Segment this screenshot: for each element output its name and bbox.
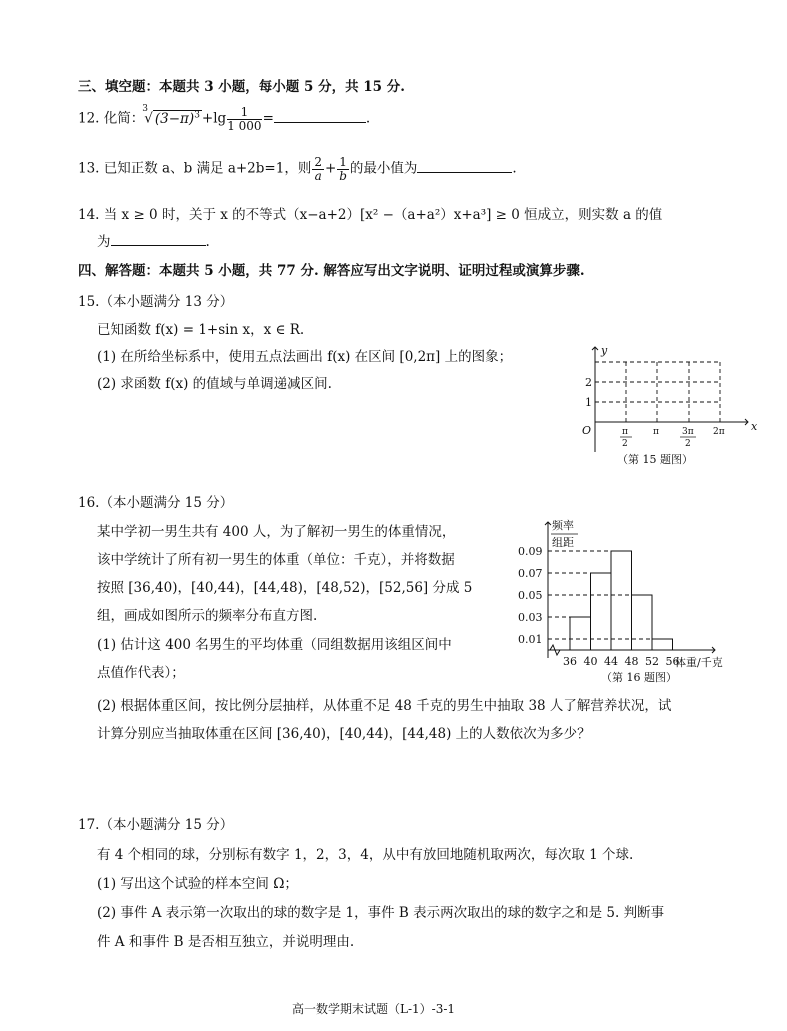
question-12: 12. 化简： 3 √ $(3-\pi)^3 +\lg$ $\frac{1}{1 000}$ = . — [78, 104, 371, 133]
hist-caption: （第 16 题图） — [601, 671, 677, 684]
q15-y-tick-1: 1 — [585, 396, 592, 409]
q12-prefix: 12. 化简： — [78, 110, 145, 127]
hist-x-tick-label: 44 — [604, 655, 618, 668]
q15-intro: 已知函数 f(x) = 1+sin x，x ∈ R. — [97, 322, 305, 338]
q13-f2-num: 1 — [339, 155, 347, 169]
q12-fraction — [227, 106, 261, 132]
q12-frac-num: 1 — [227, 106, 261, 120]
q13-answer-blank[interactable] — [417, 171, 512, 173]
q17-head: 17.（本小题满分 15 分） — [78, 817, 234, 833]
q16-line-5: (1) 估计这 400 名男生的平均体重（同组数据用该组区间中 — [97, 637, 452, 653]
q15-coordinate-figure — [565, 342, 765, 467]
q13-plus: + — [324, 160, 337, 177]
hist-ylabel-num: 频率 — [552, 519, 574, 532]
q17-line-3: (2) 事件 A 表示第一次取出的球的数字是 1，事件 B 表示两次取出的球的数字之和是 5. 判断事 — [97, 905, 665, 921]
q14-line-2: 为 . — [97, 234, 210, 250]
q15-head: 15.（本小题满分 13 分） — [78, 294, 234, 310]
hist-y-tick-label: 0.05 — [518, 589, 543, 602]
hist-xlabel: 体重/千克 — [675, 656, 723, 669]
hist-y-tick-label: 0.09 — [518, 545, 543, 558]
q15-x-tick-2: π — [653, 427, 659, 437]
q12-answer-blank[interactable] — [274, 121, 366, 123]
q13-suffix: 的最小值为 — [349, 160, 418, 177]
q15-figure-caption: （第 15 题图） — [617, 453, 693, 466]
hist-x-tick-label: 48 — [624, 655, 639, 668]
q13-fraction-2 — [337, 156, 349, 182]
hist-x-tick-label: 36 — [563, 655, 577, 668]
q15-origin-label: O — [582, 424, 592, 437]
q15-x-tick-4: 2π — [713, 427, 725, 437]
q15-x-tick-1-num: π — [622, 427, 628, 437]
section-3-title: 三、填空题：本题共 3 小题，每小题 5 分，共 15 分. — [78, 79, 405, 95]
q17-line-2: (1) 写出这个试验的样本空间 Ω； — [97, 876, 298, 892]
hist-bar — [570, 617, 591, 650]
q15-part-2: (2) 求函数 f(x) 的值域与单调递减区间. — [97, 376, 332, 392]
hist-y-tick-label: 0.01 — [518, 633, 543, 646]
q16-line-2: 该中学统计了所有初一男生的体重（单位：千克），并将数据 — [97, 552, 455, 568]
q12-radical: 3 √ $(3-\pi)^3$ — [142, 104, 200, 127]
hist-bar — [652, 639, 673, 650]
q16-line-7: (2) 根据体重区间，按比例分层抽样，从体重不足 48 千克的男生中抽取 38 人了解营养状况，试 — [97, 698, 672, 714]
q15-part-1: (1) 在所给坐标系中，使用五点法画出 f(x) 在区间 [0,2π] 上的图象； — [97, 349, 513, 365]
q16-line-1: 某中学初一男生共有 400 人，为了解初一男生的体重情况， — [97, 524, 456, 540]
hist-y-tick-label: 0.03 — [518, 611, 543, 624]
q17-line-4: 件 A 和事件 B 是否相互独立，并说明理由. — [97, 934, 355, 950]
hist-bar — [591, 573, 612, 650]
q13-prefix: 13. 已知正数 a、b 满足 a+2b=1，则 — [78, 160, 312, 177]
hist-bar — [611, 551, 632, 650]
q12-suffix: = — [262, 110, 274, 127]
q15-grid — [595, 362, 720, 422]
q17-line-1: 有 4 个相同的球，分别标有数字 1，2，3，4，从中有放回地随机取两次，每次取 1 个球. — [97, 847, 634, 863]
q15-x-tick-3-den: 2 — [685, 439, 691, 449]
q16-head: 16.（本小题满分 15 分） — [78, 495, 234, 511]
question-13: 13. 已知正数 a、b 满足 a+2b=1，则 $\frac{2}{a}$ + $\frac{1}{b}$ 的最小值为 . — [78, 155, 517, 183]
q15-y-label: y — [601, 344, 608, 357]
hist-x-tick-label: 52 — [645, 655, 659, 668]
section-4-title: 四、解答题：本题共 5 小题，共 77 分. 解答应写出文字说明、证明过程或演算步骤. — [78, 263, 585, 279]
hist-y-tick-label: 0.07 — [518, 567, 543, 580]
q16-line-8: 计算分别应当抽取体重在区间 [36,40)，[40,44)，[44,48) 上的人数依次为多少？ — [97, 726, 591, 742]
hist-x-tick-label: 40 — [583, 655, 598, 668]
hist-ylabel-den: 组距 — [552, 536, 574, 549]
q16-line-6: 点值作代表）； — [97, 665, 185, 681]
q15-x-tick-1-den: 2 — [622, 439, 628, 449]
q15-x-tick-3-num: 3π — [682, 427, 694, 437]
q16-line-3: 按照 [36,40)，[40,44)，[44,48)，[48,52)，[52,56] 分成 5 — [97, 580, 473, 596]
q13-f2-den: b — [339, 168, 347, 183]
hist-x-tick-label: 56 — [665, 655, 680, 668]
q13-fraction-1 — [312, 156, 324, 182]
hist-bar — [632, 595, 653, 650]
page-footer: 高一数学期末试题（L-1）-3-1 — [292, 1002, 456, 1016]
q12-frac-den: 1 000 — [227, 118, 262, 133]
q15-x-label: x — [751, 420, 758, 433]
q14-answer-blank[interactable] — [111, 244, 206, 246]
q13-f1-den: a — [314, 168, 322, 183]
q16-line-4: 组，画成如图所示的频率分布直方图. — [97, 608, 318, 624]
q16-histogram — [518, 515, 768, 690]
q15-y-tick-2: 2 — [585, 376, 592, 389]
q12-middle: +lg — [201, 110, 227, 127]
q14-line-1: 14. 当 x ≥ 0 时，关于 x 的不等式（x−a+2）[x² −（a+a²）x+a³] ≥ 0 恒成立，则实数 a 的值 — [78, 207, 663, 223]
q13-f1-num: 2 — [314, 155, 322, 169]
